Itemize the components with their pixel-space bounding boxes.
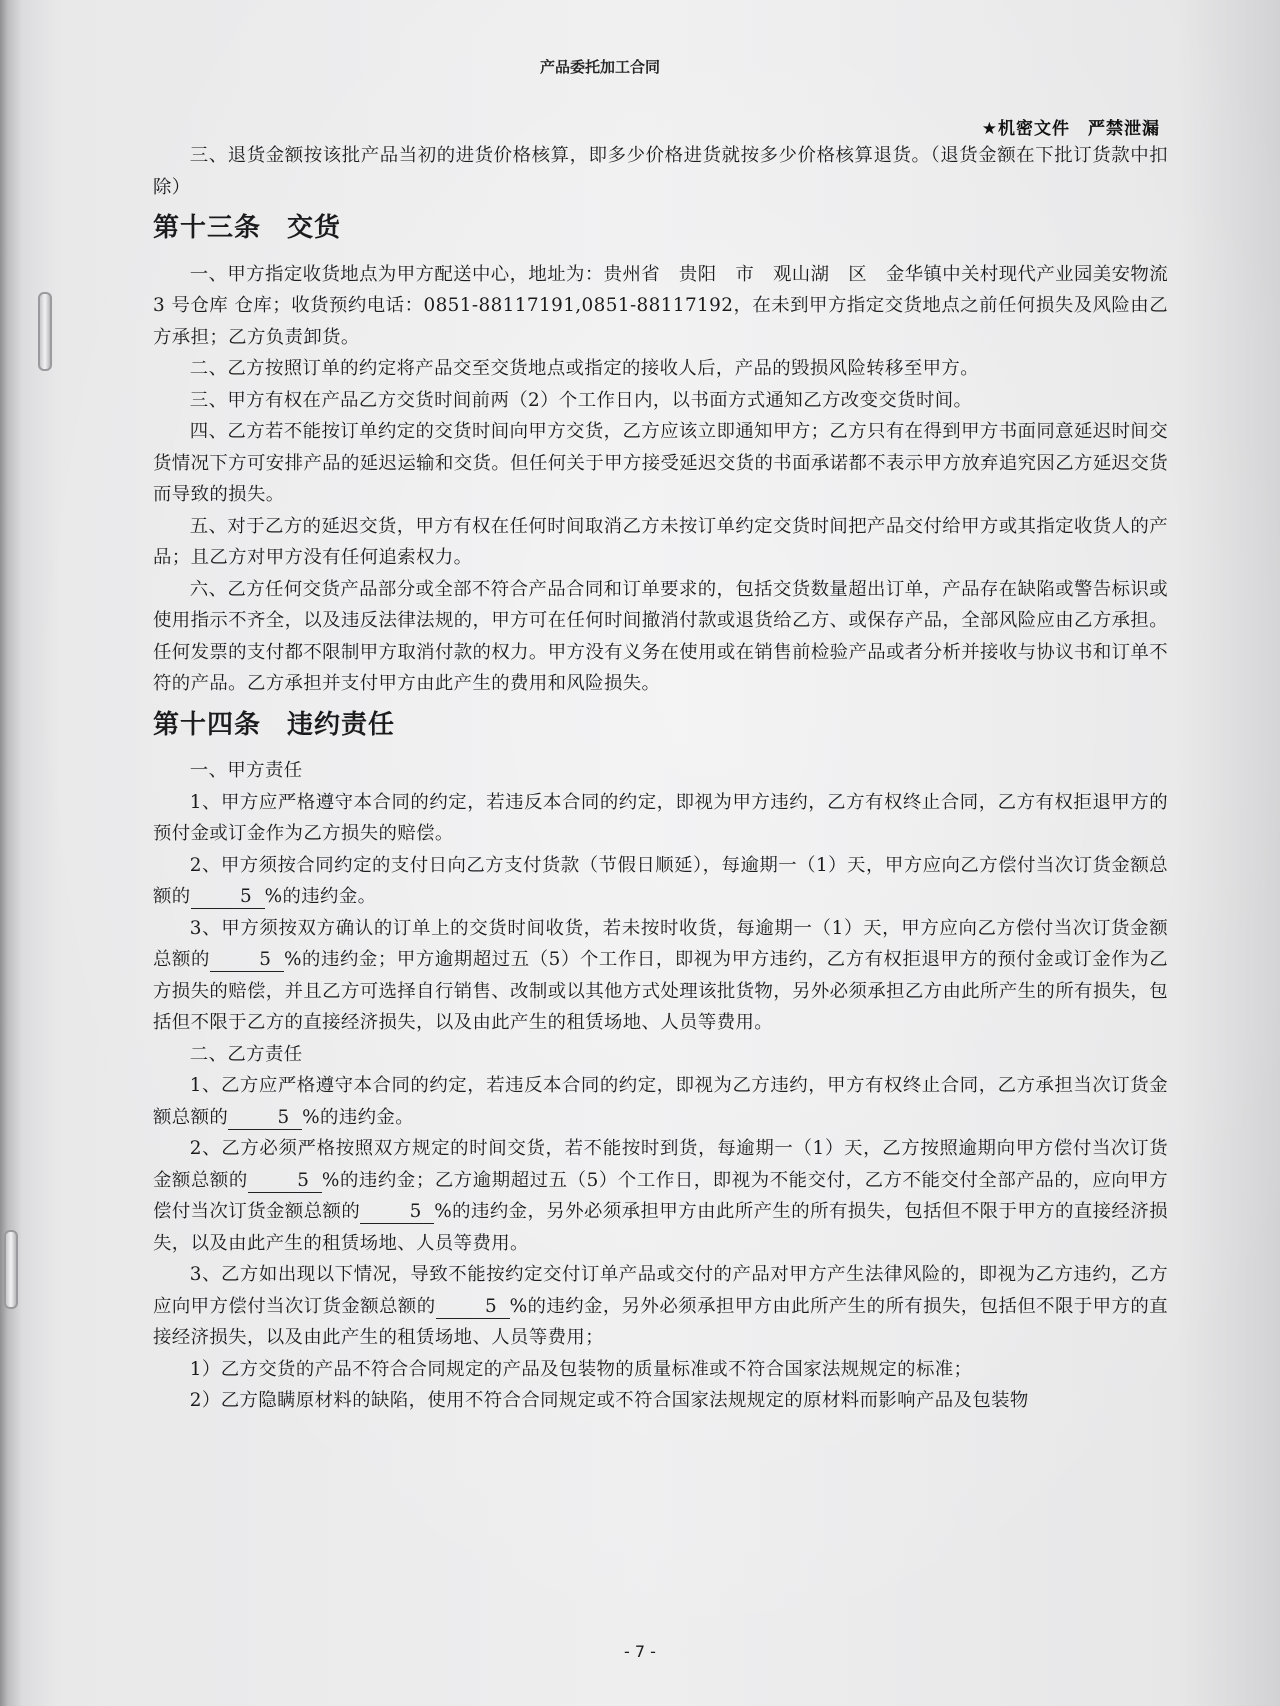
- party-a-clause-1: 1、甲方应严格遵守本合同的约定，若违反本合同的约定，即视为甲方违约，乙方有权终止合同，乙方有权拒退甲方的预付金或订金作为乙方损失的赔偿。: [153, 791, 1168, 844]
- clause-text: %的违约金；乙方逾期超过五（5）个工作日，即视为不能交付，乙方不能交付全部产品的，应向甲方偿付当次订货金额总额的: [153, 1169, 1168, 1222]
- party-b-title: 二、乙方责任: [189, 1043, 303, 1065]
- document-body: [153, 140, 1168, 1417]
- clause-text: %的违约金，另外必须承担甲方由此所产生的所有损失，包括但不限于甲方的直接经济损失，以及由此产生的租赁场地、人员等费用。: [153, 1201, 1168, 1254]
- article-13-clause-4: 四、乙方若不能按订单约定的交货时间向甲方交货，乙方应该立即通知甲方；乙方只有在得到甲方书面同意延迟时间交货情况下方可安排产品的延迟运输和交货。但任何关于甲方接受延迟交货的书面承诺都不表示甲方放弃追究因乙方延迟交货而导致的损失。: [153, 421, 1168, 505]
- clause-text: %的违约金。: [264, 886, 377, 907]
- page-number: - 7 -: [624, 1642, 656, 1661]
- party-a-clause-3: [153, 913, 1168, 1039]
- fill-blank: 5: [191, 886, 265, 909]
- article-13-clause-3: 三、甲方有权在产品乙方交货时间前两（2）个工作日内，以书面方式通知乙方改变交货时间。: [189, 389, 973, 411]
- fill-blank: 5: [436, 1296, 510, 1319]
- fill-blank: 5: [210, 949, 284, 972]
- article-14-heading: [153, 710, 1168, 742]
- party-a-title: 一、甲方责任: [189, 760, 303, 781]
- article-13-clause-2: 二、乙方按照订单的约定将产品交至交货地点或指定的接收人后，产品的毁损风险转移至甲方。: [189, 358, 980, 379]
- binder-clip-top: [38, 292, 52, 371]
- article-13-number: 第十三条: [153, 213, 262, 243]
- binder-clip-bottom: [4, 1230, 18, 1309]
- clause-text: 3、乙方如出现以下情况，导致不能按约定交付订单产品或交付的产品对甲方产生法律风险的，即视为乙方违约，乙方应向甲方偿付当次订货金额总额的: [153, 1264, 1168, 1317]
- confidential-mark: ★机密文件 严禁泄漏: [981, 119, 1160, 139]
- return-amount-clause: 三、退货金额按该批产品当初的进货价格核算，即多少价格进货就按多少价格核算退货。（退货金额在下批订货款中扣除）: [153, 145, 1168, 198]
- article-13-clause-6: 六、乙方任何交货产品部分或全部不符合产品合同和订单要求的，包括交货数量超出订单，产品存在缺陷或警告标识或使用指示不齐全，以及违反法律法规的，甲方可在任何时间撤消付款或退货给乙方、或保存产品，全部风险应由乙方承担。任何发票的支付都不限制甲方取消付款的权力。甲方没有义务在使用或在销售前检验产品或者分析并接收与协议书和订单不符的产品。乙方承担并支付甲方由此产生的费用和风险损失。: [153, 578, 1168, 694]
- clause-text: 2、乙方必须严格按照双方规定的时间交货，若不能按时到货，每逾期一（1）天，乙方按照逾期向甲方偿付当次订货金额总额的: [153, 1138, 1168, 1191]
- article-13-clause-1: 一、甲方指定收货地点为甲方配送中心，地址为：贵州省 贵阳 市 观山湖 区 金华镇中关村现代产业园美安物流 3 号仓库 仓库；收货预约电话：0851-88117191,0851-88117192，在未到甲方指定交货地点之前任何损失及风险由乙方承担；乙方负责卸货。: [153, 263, 1168, 348]
- header-title: 产品委托加工合同: [539, 58, 660, 76]
- party-b-item-2: 2）乙方隐瞒原材料的缺陷，使用不符合合同规定或不符合国家法规规定的原材料而影响产品及包装物: [189, 1390, 1029, 1411]
- fill-blank: 5: [248, 1170, 322, 1193]
- article-13-heading: [153, 213, 1168, 245]
- clause-text: 2、甲方须按合同约定的支付日向乙方支付货款（节假日顺延），每逾期一（1）天，甲方应向乙方偿付当次订货金额总额的: [153, 854, 1168, 907]
- article-13-clause-5: 五、对于乙方的延迟交货，甲方有权在任何时间取消乙方未按订单约定交货时间把产品交付给甲方或其指定收货人的产品；且乙方对甲方没有任何追索权力。: [153, 515, 1168, 568]
- party-b-clause-3: [153, 1259, 1168, 1354]
- article-13-title: 交货: [287, 213, 342, 243]
- party-b-clause-2: [153, 1133, 1168, 1259]
- clause-text: 3、甲方须按双方确认的订单上的交货时间收货，若未按时收货，每逾期一（1）天，甲方应向乙方偿付当次订货金额总额的: [153, 917, 1168, 970]
- clause-text: %的违约金。: [302, 1106, 414, 1128]
- fill-blank: 5: [228, 1107, 302, 1130]
- party-a-clause-2: [153, 850, 1168, 913]
- party-b-item-1: 1）乙方交货的产品不符合合同规定的产品及包装物的质量标准或不符合国家法规规定的标准；: [189, 1358, 973, 1380]
- clause-text: %的违约金，另外必须承担甲方由此所产生的所有损失，包括但不限于甲方的直接经济损失，以及由此产生的租赁场地、人员等费用；: [153, 1295, 1168, 1348]
- party-b-clause-1: [153, 1070, 1168, 1133]
- clause-text: 1、乙方应严格遵守本合同的约定，若违反本合同的约定，即视为乙方违约，甲方有权终止合同，乙方承担当次订货金额总额的: [153, 1075, 1168, 1128]
- fill-blank: 5: [360, 1201, 434, 1224]
- clause-text: %的违约金；甲方逾期超过五（5）个工作日，即视为甲方违约，乙方有权拒退甲方的预付金或订金作为乙方损失的赔偿，并且乙方可选择自行销售、改制或以其他方式处理该批货物，另外必须承担乙方由此所产生的所有损失，包括但不限于乙方的直接经济损失，以及由此产生的租赁场地、人员等费用。: [153, 949, 1168, 1033]
- article-14-number: 第十四条: [153, 709, 262, 740]
- article-14-title: 违约责任: [287, 709, 396, 740]
